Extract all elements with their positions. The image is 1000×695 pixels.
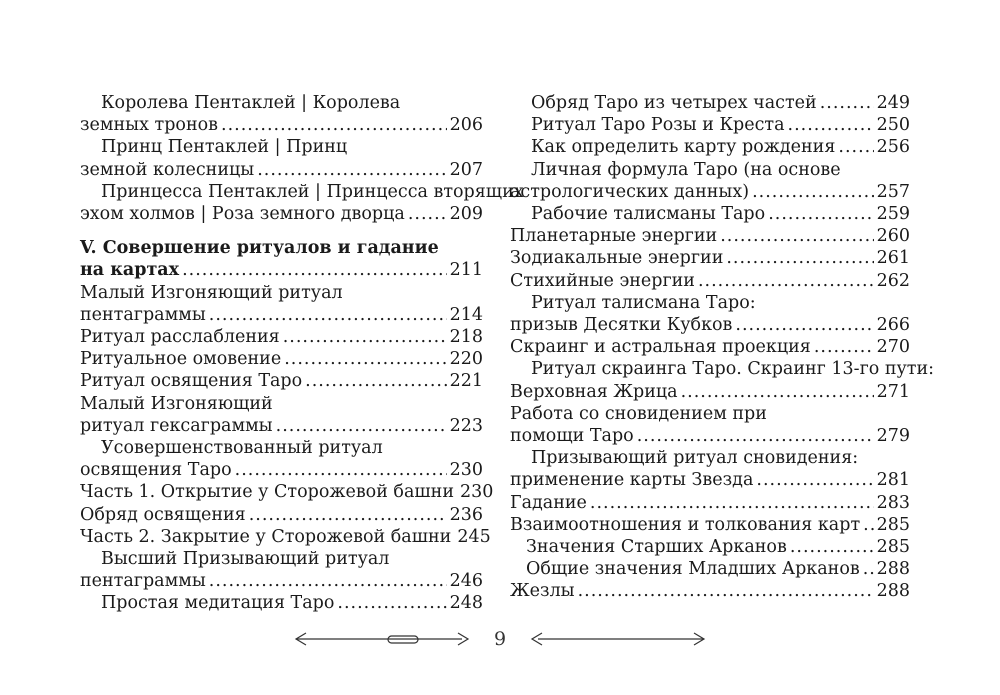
dot-leader xyxy=(249,504,447,526)
toc-entry-title: Жезлы xyxy=(510,581,575,602)
toc-entry-title: пентаграммы xyxy=(80,571,206,592)
toc-page-number: 223 xyxy=(449,415,483,436)
toc-page-number: 283 xyxy=(876,492,910,513)
toc-page-number: 250 xyxy=(876,115,910,136)
dot-leader xyxy=(235,459,447,481)
toc-entry xyxy=(510,580,910,602)
toc-entry xyxy=(510,403,910,447)
toc-entry xyxy=(510,136,910,158)
toc-page-number: 207 xyxy=(449,159,483,180)
dot-leader xyxy=(337,592,446,614)
toc-entry-title: Ритуальное омовение xyxy=(80,349,282,370)
toc-entry xyxy=(510,270,910,292)
dot-leader xyxy=(209,570,447,592)
toc-entry-title: Ритуал освящения Таро xyxy=(80,371,303,392)
toc-entry xyxy=(80,237,483,281)
toc-entry xyxy=(80,504,483,526)
toc-entry-title: земной колесницы xyxy=(80,159,255,180)
toc-entry-title: освящения Таро xyxy=(80,460,232,481)
dot-leader xyxy=(863,558,874,580)
toc-entry-title: Усовершенствованный ритуал xyxy=(101,438,383,459)
toc-entry-title: Высший Призывающий ритуал xyxy=(101,549,390,570)
toc-entry-title: Обряд Таро из четырех частей xyxy=(531,93,817,113)
toc-entry xyxy=(510,336,910,358)
toc-page-number: 230 xyxy=(460,482,494,503)
toc-entry-title: Королева Пентаклей | Королева xyxy=(101,93,401,113)
toc-entry xyxy=(510,114,910,136)
toc-entry-title: Простая медитация Таро xyxy=(101,593,335,614)
toc-page-number: 236 xyxy=(449,504,483,525)
dot-leader xyxy=(726,247,873,269)
toc-page-number: 271 xyxy=(876,381,910,402)
toc-entry xyxy=(510,358,935,402)
toc-page-number: 246 xyxy=(449,571,483,592)
toc-entry-title: на картах xyxy=(80,260,180,281)
dot-leader xyxy=(637,425,874,447)
toc-entry xyxy=(510,92,910,114)
toc-page-number: 279 xyxy=(876,426,910,447)
dot-leader xyxy=(735,314,873,336)
toc-entry-title: Ритуал скраинга Таро. Скраинг 13-го пути: xyxy=(531,359,935,380)
toc-entry-title: Общие значения Младших Арканов xyxy=(526,559,860,580)
toc-entry xyxy=(510,225,910,247)
toc-entry-title: V. Совершение ритуалов и гадание xyxy=(80,238,439,259)
toc-page-number: 260 xyxy=(876,226,910,247)
dot-leader xyxy=(863,514,873,536)
toc-entry xyxy=(510,159,910,203)
toc-entry xyxy=(510,514,910,536)
toc-page-number: 270 xyxy=(876,337,910,358)
toc-entry-title: Зодиакальные энергии xyxy=(510,248,724,269)
toc-entry xyxy=(80,592,483,614)
toc-entry-title: земных тронов xyxy=(80,115,219,136)
toc-entry-title: ритуал гексаграммы xyxy=(80,415,273,436)
toc-entry xyxy=(80,526,491,548)
dot-leader xyxy=(257,159,446,181)
toc-entry xyxy=(80,181,524,225)
dot-leader xyxy=(814,336,874,358)
toc-page-number: 221 xyxy=(449,371,483,392)
toc-page-number: 285 xyxy=(876,537,910,558)
toc-entry xyxy=(80,393,483,437)
dot-leader xyxy=(790,536,874,558)
dot-leader xyxy=(284,348,446,370)
toc-entry-title: Гадание xyxy=(510,492,587,513)
toc-entry xyxy=(510,203,910,225)
toc-page-number: 262 xyxy=(876,270,910,291)
dot-leader xyxy=(820,92,874,114)
toc-entry-title: помощи Таро xyxy=(510,426,634,447)
dot-leader xyxy=(221,114,447,136)
toc-entry-title: эхом холмов | Роза земного дворца xyxy=(80,204,405,225)
toc-page-number: 230 xyxy=(449,460,483,481)
toc-entry-title: Призывающий ритуал сновидения: xyxy=(531,448,859,469)
toc-entry xyxy=(80,136,483,180)
toc-page-number: 266 xyxy=(876,315,910,336)
toc-entry-title: Взаимоотношения и толкования карт xyxy=(510,514,861,535)
toc-entry xyxy=(80,282,483,326)
toc-entry-title: Как определить карту рождения xyxy=(531,137,836,158)
toc-entry xyxy=(510,447,910,491)
toc-entry-title: Работа со сновидением при xyxy=(510,403,767,424)
toc-entry xyxy=(80,437,483,481)
dot-leader xyxy=(276,415,447,437)
toc-entry xyxy=(80,348,483,370)
toc-page-number: 245 xyxy=(457,526,491,547)
toc-entry-title: Рабочие талисманы Таро xyxy=(531,204,766,225)
toc-entry xyxy=(80,370,483,392)
toc-entry-title: Часть 2. Закрытие у Сторожевой башни xyxy=(80,526,452,547)
toc-entry-title: пентаграммы xyxy=(80,304,206,325)
toc-page-number: 256 xyxy=(876,137,910,158)
toc-entry-title: астрологических данных) xyxy=(510,181,750,202)
toc-entry-title: Принцесса Пентаклей | Принцесса вторящих xyxy=(101,181,524,202)
toc-entry-title: Личная формула Таро (на основе xyxy=(531,159,841,180)
page-footer-ornament xyxy=(290,626,710,652)
toc-page-number: 288 xyxy=(876,559,910,580)
page-number: 9 xyxy=(493,628,507,650)
dot-leader xyxy=(768,203,873,225)
toc-entry xyxy=(80,92,483,136)
dot-leader xyxy=(681,381,874,403)
toc-entry xyxy=(510,492,910,514)
dot-leader xyxy=(752,181,874,203)
toc-entry-title: Ритуал талисмана Таро: xyxy=(531,292,756,313)
toc-entry xyxy=(80,481,494,503)
toc-entry-title: Верховная Жрица xyxy=(510,381,678,402)
toc-entry-title: Принц Пентаклей | Принц xyxy=(101,137,348,158)
dot-leader xyxy=(720,225,873,247)
toc-left-column xyxy=(80,92,524,615)
toc-entry-title: Часть 1. Открытие у Сторожевой башни xyxy=(80,482,454,503)
dot-leader xyxy=(408,203,447,225)
toc-page-number: 281 xyxy=(876,470,910,491)
toc-page-number: 249 xyxy=(876,93,910,113)
dot-leader xyxy=(590,492,874,514)
dot-leader xyxy=(305,370,446,392)
toc-entry-title: Стихийные энергии xyxy=(510,270,695,291)
toc-entry-title: призыв Десятки Кубков xyxy=(510,315,733,336)
toc-page-number: 257 xyxy=(876,181,910,202)
toc-entry-title: Малый Изгоняющий ритуал xyxy=(80,282,343,303)
dot-leader xyxy=(788,114,874,136)
toc-right-column xyxy=(510,92,935,603)
dot-leader xyxy=(698,270,874,292)
toc-page-number: 218 xyxy=(449,327,483,348)
toc-page-number: 206 xyxy=(449,115,483,136)
dot-leader xyxy=(182,259,447,281)
toc-page-number: 220 xyxy=(449,349,483,370)
toc-entry-title: Ритуал расслабления xyxy=(80,327,280,348)
dot-leader xyxy=(838,136,873,158)
dot-leader xyxy=(209,304,447,326)
toc-page-number: 259 xyxy=(876,204,910,225)
toc-entry-title: Малый Изгоняющий xyxy=(80,393,273,414)
toc-page-number: 209 xyxy=(449,204,483,225)
toc-entry-title: Обряд освящения xyxy=(80,504,246,525)
dot-leader xyxy=(283,326,447,348)
toc-page-number: 248 xyxy=(449,593,483,614)
toc-entry-title: применение карты Звезда xyxy=(510,470,754,491)
toc-entry-title: Скраинг и астральная проекция xyxy=(510,337,811,358)
toc-entry xyxy=(510,558,910,580)
toc-entry-title: Планетарные энергии xyxy=(510,226,718,247)
dot-leader xyxy=(756,469,873,491)
toc-entry xyxy=(510,292,910,336)
dot-leader xyxy=(578,580,874,602)
toc-entry-title: Значения Старших Арканов xyxy=(526,537,787,558)
toc-entry-title: Ритуал Таро Розы и Креста xyxy=(531,115,785,136)
toc-page-number: 261 xyxy=(876,248,910,269)
toc-entry xyxy=(510,536,910,558)
toc-page-number: 214 xyxy=(449,304,483,325)
toc-entry xyxy=(80,548,483,592)
toc-entry xyxy=(510,247,910,269)
toc-entry xyxy=(80,326,483,348)
toc-page-number: 285 xyxy=(876,514,910,535)
toc-page-number: 211 xyxy=(449,260,483,281)
toc-page-number: 288 xyxy=(876,581,910,602)
